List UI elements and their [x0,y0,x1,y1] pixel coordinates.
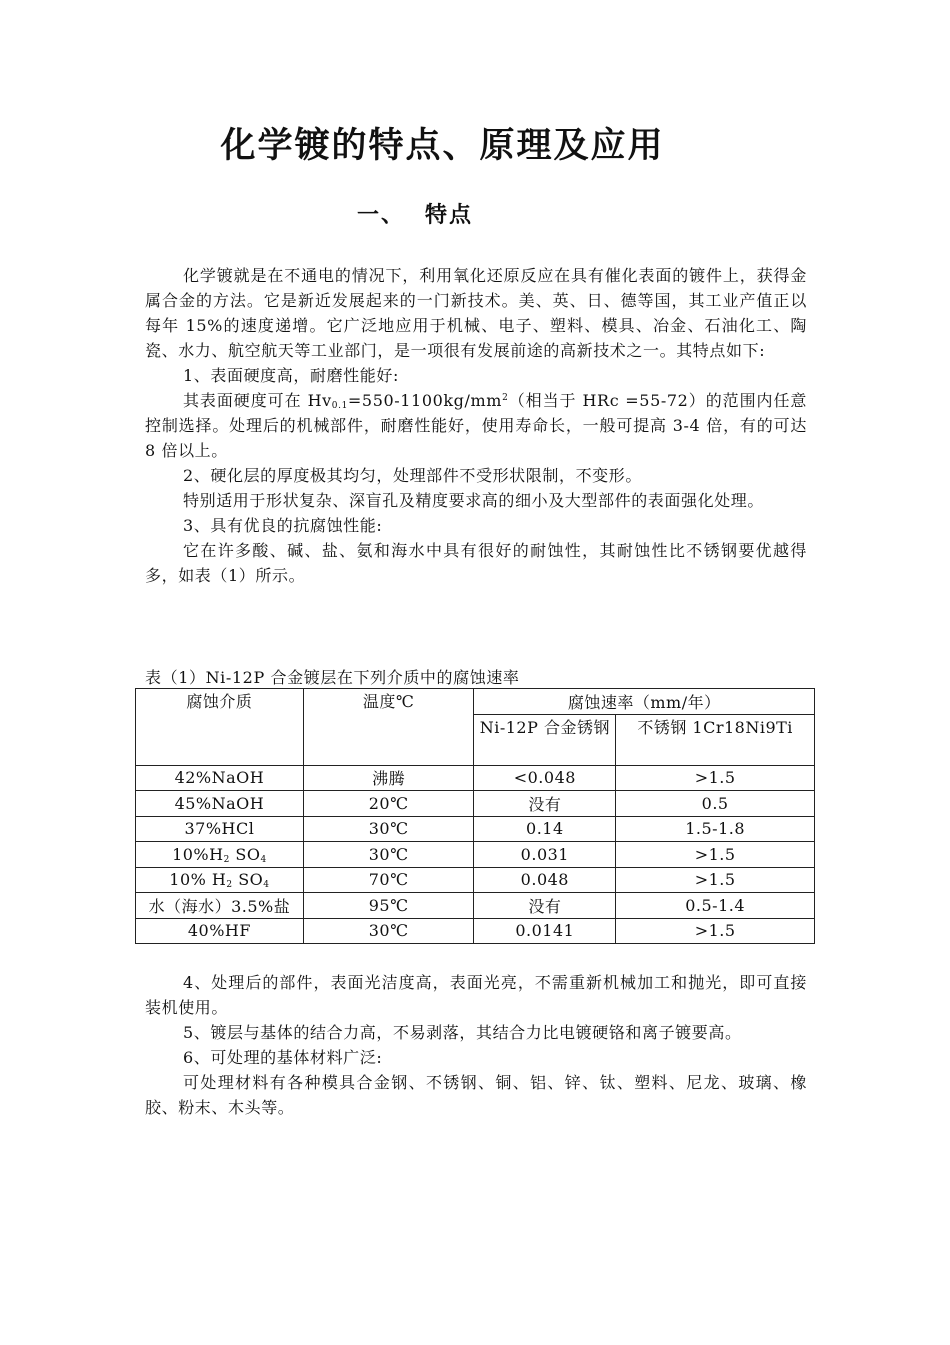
cell-steel-rate: >1.5 [616,867,815,893]
cell-medium: 水（海水）3.5%盐 [136,893,304,919]
header-ni12p: Ni-12P 合金锈钢 [474,714,616,765]
item1-subscript: 0.1 [331,401,348,411]
item6-paragraph: 可处理材料有各种模具合金钢、不锈钢、铜、铝、锌、钛、塑料、尼龙、玻璃、橡胶、粉末、木头等。 [145,1073,807,1117]
section-number: 一、 [357,202,406,228]
cell-medium: 42%NaOH [136,765,304,791]
cell-ni-rate: 0.14 [474,816,616,842]
cell-ni-rate: 没有 [474,893,616,919]
intro-paragraph: 化学镀就是在不通电的情况下，利用氧化还原反应在具有催化表面的镀件上，获得金属合金的方法。它是新近发展起来的一门新技术。美、英、日、德等国，其工业产值正以每年 15%的速度递增。它广泛地应用于机械、电子、塑料、模具、冶金、石油化工、陶瓷、水力、航空航天等工业部门，是一项很有发展前途的高新技术之一。其特点如下: [145,266,807,360]
medium-text: SO [229,844,261,864]
table-row [136,816,815,842]
item2-heading: 2、硬化层的厚度极其均匀，处理部件不受形状限制，不变形。 [183,466,642,485]
medium-subscript: 4 [260,854,267,865]
table-row [136,842,815,868]
medium-text: 10% H [169,870,227,890]
cell-ni-rate: 0.031 [474,842,616,868]
header-medium: 腐蚀介质 [136,689,304,766]
document-title: 化学镀的特点、原理及应用 [220,125,665,166]
cell-ni-rate: 0.048 [474,867,616,893]
cell-temperature: 70℃ [303,867,474,893]
item1-text-pre: 其表面硬度可在 Hv [183,391,332,410]
cell-temperature: 30℃ [303,816,474,842]
cell-temperature: 30℃ [303,842,474,868]
table-row [136,765,815,791]
item1-text-mid: =550-1100kg/mm [347,391,503,410]
medium-text: SO [232,870,264,890]
section-heading [357,198,473,229]
item1-superscript: 2 [502,393,509,403]
section-label: 特点 [425,202,474,228]
body-text-continued [145,970,807,1120]
item3-paragraph: 它在许多酸、碱、盐、氨和海水中具有很好的耐蚀性，其耐蚀性比不锈钢要优越得多，如表（1）所示。 [145,541,807,585]
cell-medium: 45%NaOH [136,791,304,817]
item1-heading: 1、表面硬度高，耐磨性能好: [183,366,399,385]
item2-paragraph: 特别适用于形状复杂、深盲孔及精度要求高的细小及大型部件的表面强化处理。 [183,491,765,510]
cell-temperature: 沸腾 [303,765,474,791]
table-row [136,867,815,893]
cell-steel-rate: >1.5 [616,765,815,791]
table-row [136,791,815,817]
medium-subscript: 2 [223,854,230,865]
cell-steel-rate: >1.5 [616,842,815,868]
header-corrosion-rate: 腐蚀速率（mm/年） [474,689,815,715]
cell-steel-rate: 1.5-1.8 [616,816,815,842]
table-row [136,893,815,919]
item3-heading: 3、具有优良的抗腐蚀性能: [183,516,383,535]
medium-text: 10%H [172,844,224,864]
cell-temperature: 95℃ [303,893,474,919]
item1-text-post: （相当于 HRc =55-72）的范围内任意控制选择。处理后的机械部件，耐磨性能好，使用寿命长，一般可提高 3-4 倍，有的可达 8 倍以上。 [145,391,807,460]
item6-heading: 6、可处理的基体材料广泛: [183,1048,383,1067]
cell-temperature: 20℃ [303,791,474,817]
corrosion-table [135,688,815,944]
item4-paragraph: 4、处理后的部件，表面光洁度高，表面光亮，不需重新机械加工和抛光，即可直接装机使用。 [145,973,807,1017]
header-stainless: 不锈钢 1Cr18Ni9Ti [616,714,815,765]
body-text [145,263,807,588]
item5-paragraph: 5、镀层与基体的结合力高，不易剥落，其结合力比电镀硬铬和离子镀要高。 [183,1023,742,1042]
cell-ni-rate: 0.0141 [474,918,616,944]
cell-medium [136,867,304,893]
item1-paragraph [145,388,807,463]
cell-medium [136,842,304,868]
header-temperature: 温度℃ [303,689,474,766]
cell-medium: 40%HF [136,918,304,944]
cell-ni-rate: 没有 [474,791,616,817]
cell-temperature: 30℃ [303,918,474,944]
cell-steel-rate: 0.5-1.4 [616,893,815,919]
table-caption: 表（1）Ni-12P 合金镀层在下列介质中的腐蚀速率 [145,668,520,687]
cell-ni-rate: <0.048 [474,765,616,791]
cell-steel-rate: 0.5 [616,791,815,817]
medium-subscript: 2 [226,880,233,891]
table-header-row [136,689,815,715]
cell-medium: 37%HCl [136,816,304,842]
table-row [136,918,815,944]
cell-steel-rate: >1.5 [616,918,815,944]
medium-subscript: 4 [263,880,270,891]
